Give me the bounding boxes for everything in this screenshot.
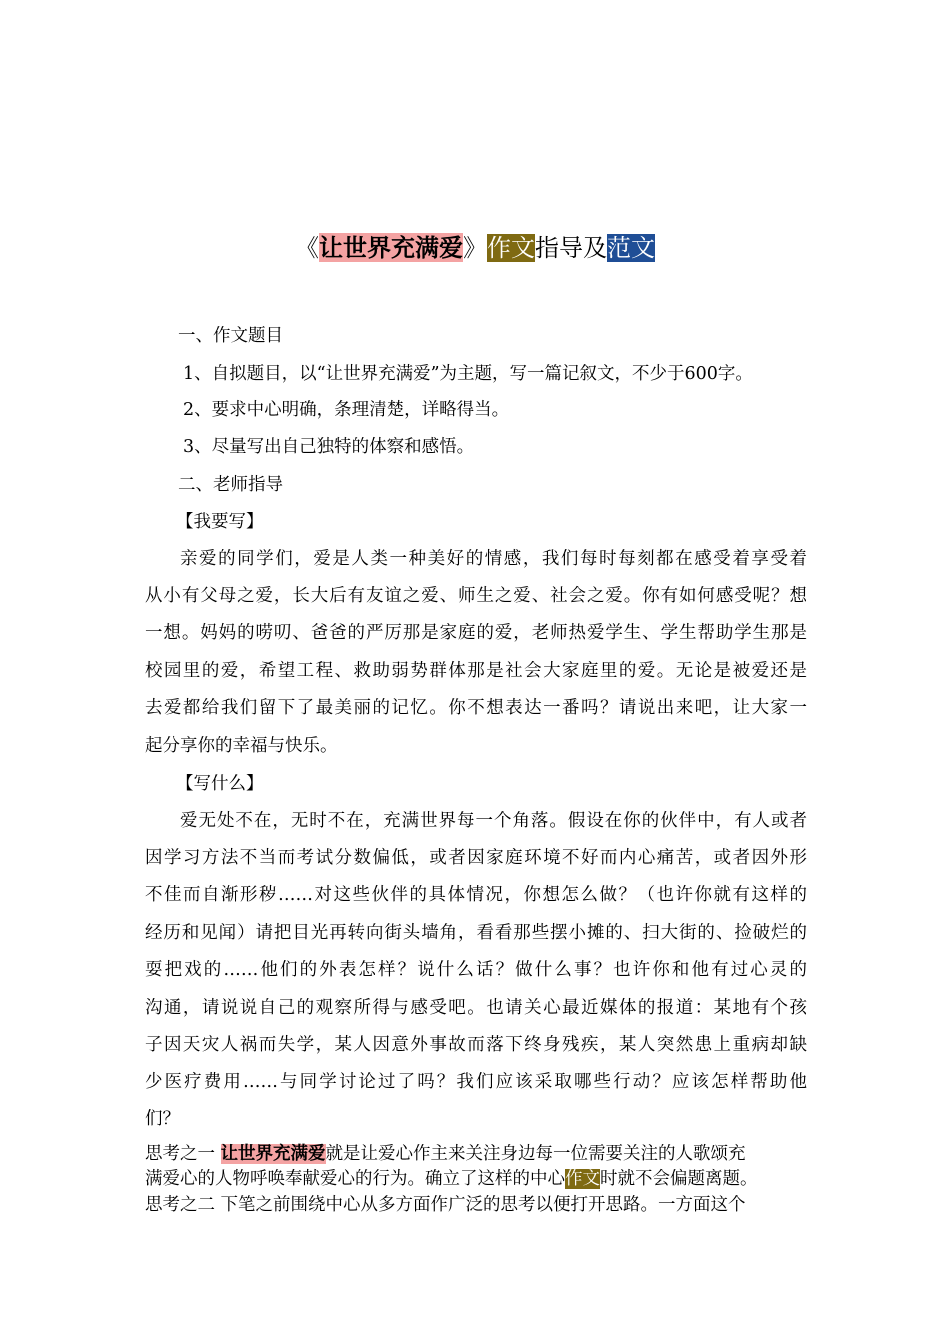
title-open: 《: [295, 234, 319, 262]
thinking-one-line: [145, 1142, 746, 1166]
document-title: [0, 232, 950, 264]
para2-line: 经历和见闻）请把目光再转向街头墙角，看看那些摆小摊的、扫大街的、捡破烂的: [145, 923, 807, 943]
section-heading-1: 一、作文题目: [178, 326, 283, 346]
title-close: 》: [463, 234, 487, 262]
title-highlight-2: 作文: [487, 234, 535, 262]
thinking-one-highlight-2: 作文: [565, 1169, 600, 1189]
title-middle: 指导及: [535, 234, 607, 262]
para1-line: 亲爱的同学们，爱是人类一种美好的情感，我们每时每刻都在感受着享受着: [180, 549, 807, 569]
para2-line: 爱无处不在，无时不在，充满世界每一个角落。假设在你的伙伴中，有人或者: [180, 811, 807, 831]
thinking-one-label: 思考之一: [145, 1144, 221, 1164]
para1-line: 一想。妈妈的唠叨、爸爸的严厉那是家庭的爱，老师热爱学生、学生帮助学生那是: [145, 623, 807, 643]
para1-line: 起分享你的幸福与快乐。: [145, 736, 338, 756]
para2-line: 沟通，请说说自己的观察所得与感受吧。也请关心最近媒体的报道：某地有个孩: [145, 998, 807, 1018]
topic-item-2: 2、要求中心明确，条理清楚，详略得当。: [183, 400, 510, 420]
para2-line: 耍把戏的……他们的外表怎样？说什么话？做什么事？也许你和他有过心灵的: [145, 960, 807, 980]
topic-item-3: 3、尽量写出自己独特的体察和感悟。: [183, 437, 475, 457]
thinking-one-text-2a: 满爱心的人物呼唤奉献爱心的行为。确立了这样的中心: [145, 1169, 565, 1189]
para2-line: 不佳而自渐形秽……对这些伙伴的具体情况，你想怎么做？（也许你就有这样的: [145, 885, 807, 905]
para2-line: 子因天灾人祸而失学，某人因意外事故而落下终身残疾，某人突然患上重病却缺: [145, 1035, 807, 1055]
section-heading-2: 二、老师指导: [178, 475, 283, 495]
title-highlight-3: 范文: [607, 234, 655, 262]
thinking-two-line: 思考之二 下笔之前围绕中心从多方面作广泛的思考以便打开思路。一方面这个: [145, 1195, 746, 1215]
topic-item-1: 1、自拟题目，以“让世界充满爱”为主题，写一篇记叙文，不少于600字。: [183, 364, 753, 384]
para2-line: 们？: [145, 1109, 180, 1129]
subheading-xie-shen-me: 【写什么】: [176, 774, 264, 794]
thinking-one-line-2: [145, 1167, 758, 1191]
para1-line: 去爱都给我们留下了最美丽的记忆。你不想表达一番吗？请说出来吧，让大家一: [145, 698, 807, 718]
thinking-one-text-2b: 时就不会偏题离题。: [600, 1169, 758, 1189]
thinking-one-text: 就是让爱心作主来关注身边每一位需要关注的人歌颂充: [325, 1144, 746, 1164]
title-highlight-1: 让世界充满爱: [319, 233, 463, 262]
subheading-wo-yao-xie: 【我要写】: [176, 512, 264, 532]
para1-line: 从小有父母之爱，长大后有友谊之爱、师生之爱、社会之爱。你有如何感受呢？想: [145, 586, 807, 606]
para2-line: 少医疗费用……与同学讨论过了吗？我们应该采取哪些行动？应该怎样帮助他: [145, 1072, 807, 1092]
thinking-one-highlight: 让世界充满爱: [220, 1144, 326, 1164]
para2-line: 因学习方法不当而考试分数偏低，或者因家庭环境不好而内心痛苦，或者因外形: [145, 848, 807, 868]
para1-line: 校园里的爱，希望工程、救助弱势群体那是社会大家庭里的爱。无论是被爱还是: [145, 661, 807, 681]
